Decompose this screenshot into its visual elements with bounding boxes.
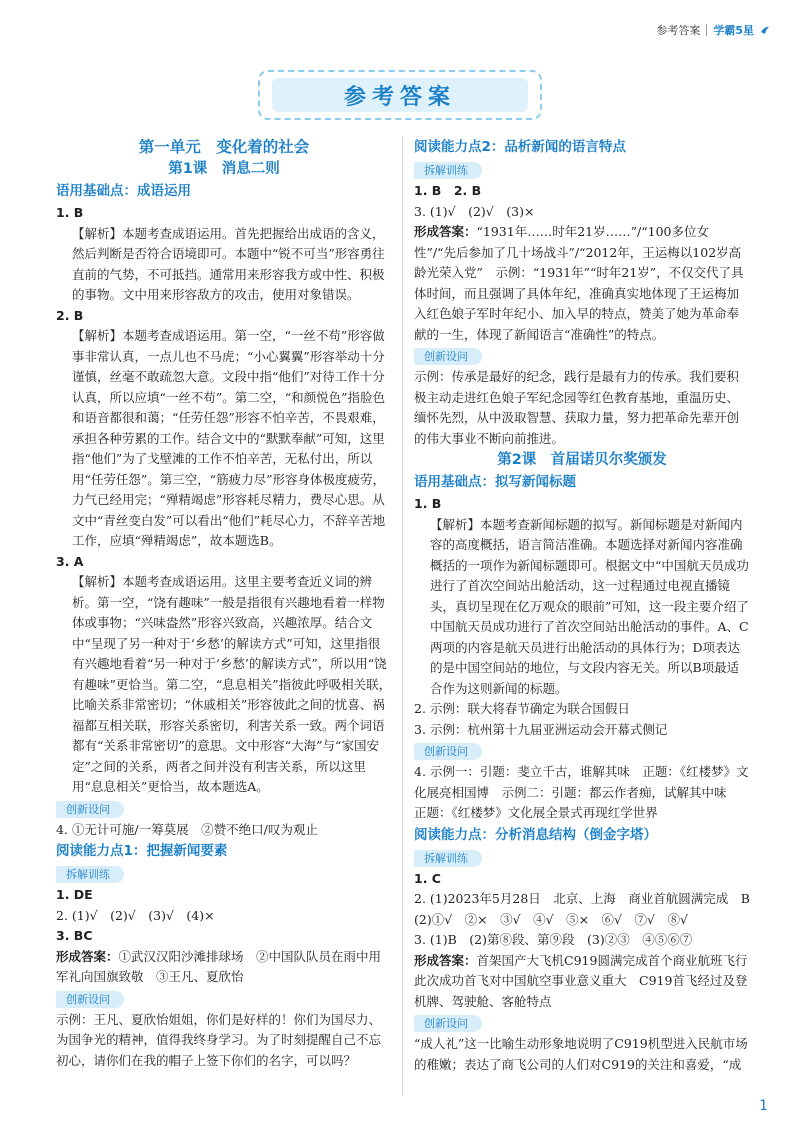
section-heading: 阅读能力点：分析消息结构（倒金字塔） [414, 826, 657, 843]
formed-answer-label: 形成答案： [414, 952, 477, 968]
header-brand: 学霸5星 [713, 24, 754, 37]
tag-breakdown: 拆解训练 [56, 866, 124, 883]
header-label: 参考答案 [656, 24, 701, 37]
answer-line: 3. (1)B (2)第⑧段、第⑨段 (3)②③ ④⑤⑥⑦ [414, 932, 693, 947]
tag-innovation: 创新设问 [414, 743, 482, 760]
question-number: 1. B [414, 496, 442, 511]
question-number: 2. B [56, 307, 84, 323]
unit-title: 第一单元 变化着的社会 [138, 138, 310, 156]
answer-line: 1. DE [56, 887, 93, 902]
title-banner [258, 70, 542, 120]
answer-line: 3. BC [56, 928, 93, 943]
page-header [656, 22, 770, 38]
right-column [414, 136, 763, 1075]
analysis-text: 【解析】本题考查新闻标题的拟写。新闻标题是对新闻内容的高度概括，语言简洁准确。本题选择对新闻内容准确概括的一项作为新闻标题即可。根据文中“中国航天员成功进行了首次空间站出舱活动，这一过程通过电视直播镜头，真切呈现在亿万观众的眼前”可知，这一段主要介绍了中国航天员成功进行了首次空间站出舱活动的事件。A、C两项的内容是航天员进行出舱活动的具体行为；D项表达的是中国空间站的地位，与文段内容无关。所以B项最适合作为这则新闻的标题。 [430, 516, 749, 696]
answer-line: 3. (1)√ (2)√ (3)× [414, 203, 535, 219]
section-heading: 语用基础点：成语运用 [56, 183, 191, 199]
question-number: 3. A [56, 553, 84, 569]
formed-answer [414, 951, 760, 1013]
formed-answer [56, 947, 392, 988]
tag-breakdown: 拆解训练 [414, 850, 482, 867]
column-divider [402, 136, 403, 1096]
example-text: “成人礼”这一比喻生动形象地说明了C919机型进入民航市场的稚嫩；表达了商飞公司的人们对C919的关注和喜爱，“成 [414, 1036, 748, 1072]
formed-answer [414, 222, 750, 345]
left-column [56, 136, 392, 1071]
answer-line: 4. 示例一：引题：斐立千古，谁解其味 正题：《红楼梦》文化展亮相国博 示例二：引题：都云作者痴，试解其中味 正题：《红楼梦》文化展全景式再现红学世界 [414, 764, 749, 820]
answer-line: 2. 示例：联大将春节确定为联合国假日 [414, 701, 630, 716]
tag-breakdown: 拆解训练 [414, 162, 482, 179]
analysis-text: 【解析】本题考查成语运用。第一空，“一丝不苟”形容做事非常认真，一点儿也不马虎；“小心翼翼”形容举动十分谨慎，丝毫不敢疏忽大意。文段中指“他们”对待工作十分认真，所以应填“一丝不苟”。第二空，“和颜悦色”指脸色和语音都很和蔼；“任劳任怨”形容不怕辛苦，不畏艰难，承担各种劳累的工作。结合文中的“默默奉献”可知，这里指“他们”为了戈壁滩的工作不怕辛苦，无私付出，所以用“任劳任怨”。第三空，“筋疲力尽”形容身体极度疲劳，力气已经用完；“殚精竭虑”形容耗尽精力，费尽心思。从文中“青丝变白发”可以看出“他们”耗尽心力，不辞辛苦地工作，应填“殚精竭虑”，故本题选B。 [72, 328, 386, 548]
question-number: 1. B [56, 205, 84, 220]
answer-line: 4. ①无计可施/一筹莫展 ②赞不绝口/叹为观止 [56, 821, 318, 837]
section-heading: 语用基础点：拟写新闻标题 [414, 474, 576, 490]
formed-answer-label: 形成答案： [414, 224, 477, 239]
lesson-title: 第2课 首届诺贝尔奖颁发 [497, 452, 667, 468]
banner-title: 参考答案 [272, 78, 528, 112]
answer-line: 2. (1)√ (2)√ (3)√ (4)× [56, 907, 215, 923]
tag-innovation: 创新设问 [56, 801, 124, 818]
tag-innovation: 创新设问 [414, 1015, 482, 1032]
formed-answer-text: ①武汉汉阳沙滩排球场 ②中国队队员在雨中用军礼向国旗致敬 ③王凡、夏欣怡 [56, 948, 382, 984]
formed-answer-label: 形成答案： [56, 948, 119, 964]
answer-line: 1. B 2. B [414, 183, 482, 198]
answer-line: 3. 示例：杭州第十九届亚洲运动会开幕式侧记 [414, 721, 668, 737]
analysis-text: 【解析】本题考查成语运用。这里主要考查近义词的辨析。第一空，“饶有趣味”一般是指很有兴趣地看着一样物体或事物；“兴味盎然”形容兴致高，兴趣浓厚。结合文中“呈现了另一种对于‘乡愁’的解读方式”可知，这里指很有兴趣地看着“另一种对于‘乡愁’的解读方式”，所以用“饶有趣味”更恰当。第二空，“息息相关”指彼此呼吸相关联，比喻关系非常密切；“休戚相关”形容彼此之间的忧喜、祸福都互相关联，形容关系密切，利害关系一致。两个词语都有“关系非常密切”的意思。文中形容“大海”与“家国安定”之间的关系，两者之间并没有利害关系，所以这里用“息息相关”更恰当，故本题选A。 [72, 574, 392, 794]
tag-innovation: 创新设问 [414, 348, 482, 365]
example-text: 示例：传承是最好的纪念，践行是最有力的传承。我们要积极主动走进红色娘子军纪念园等红色教育基地，重温历史、缅怀先烈，从中汲取智慧、获取力量，努力把革命先辈开创的伟大事业不断向前推进。 [414, 369, 740, 446]
answer-line: 1. C [414, 870, 441, 886]
section-heading: 阅读能力点2：品析新闻的语言特点 [414, 139, 626, 155]
example-text: 示例：王凡、夏欣怡姐姐，你们是好样的！你们为国尽力、为国争光的精神，值得我终身学习。为了时刻提醒自己不忘初心，请你们在我的帽子上签下你们的名字，可以吗？ [56, 1011, 382, 1068]
lesson-title: 第1课 消息二则 [168, 161, 280, 177]
page-number: 1 [759, 1098, 768, 1114]
bird-icon [760, 25, 770, 35]
formed-answer-text: 首架国产大飞机C919圆满完成首个商业航班飞行 此次成功首飞对中国航空事业意义重大 C919首飞经过及登机牌、驾驶舱、客舱特点 [414, 952, 760, 1009]
section-heading: 阅读能力点1：把握新闻要素 [56, 843, 228, 859]
analysis-text: 【解析】本题考查成语运用。首先把握给出成语的含义，然后判断是否符合语境即可。本题中“锐不可当”形容勇往直前的气势，不可抵挡。通常用来形容我方或中性、积极的事物。文中用来形容敌方的攻击，使用对象错误。 [72, 225, 385, 302]
formed-answer-text: “1931年……时年21岁……”/“100多位女性”/“先后参加了几十场战斗”/“2012年，王运梅以102岁高龄光荣入党” 示例：“1931年”“时年21岁”，不仅交代了具体时间，而且强调了具体年纪，准确真实地体现了王运梅加入红色娘子军时年纪小、加入早的特点，赞美了她为革命奉献的一生，体现了新闻语言“准确性”的特点。 [414, 224, 744, 342]
header-divider [706, 24, 707, 36]
answer-line: 2. (1)2023年5月28日 北京、上海 商业首航圆满完成 B (2)①√ ②× ③√ ④√ ⑤× ⑥√ ⑦√ ⑧√ [414, 891, 763, 927]
tag-innovation: 创新设问 [56, 991, 124, 1008]
